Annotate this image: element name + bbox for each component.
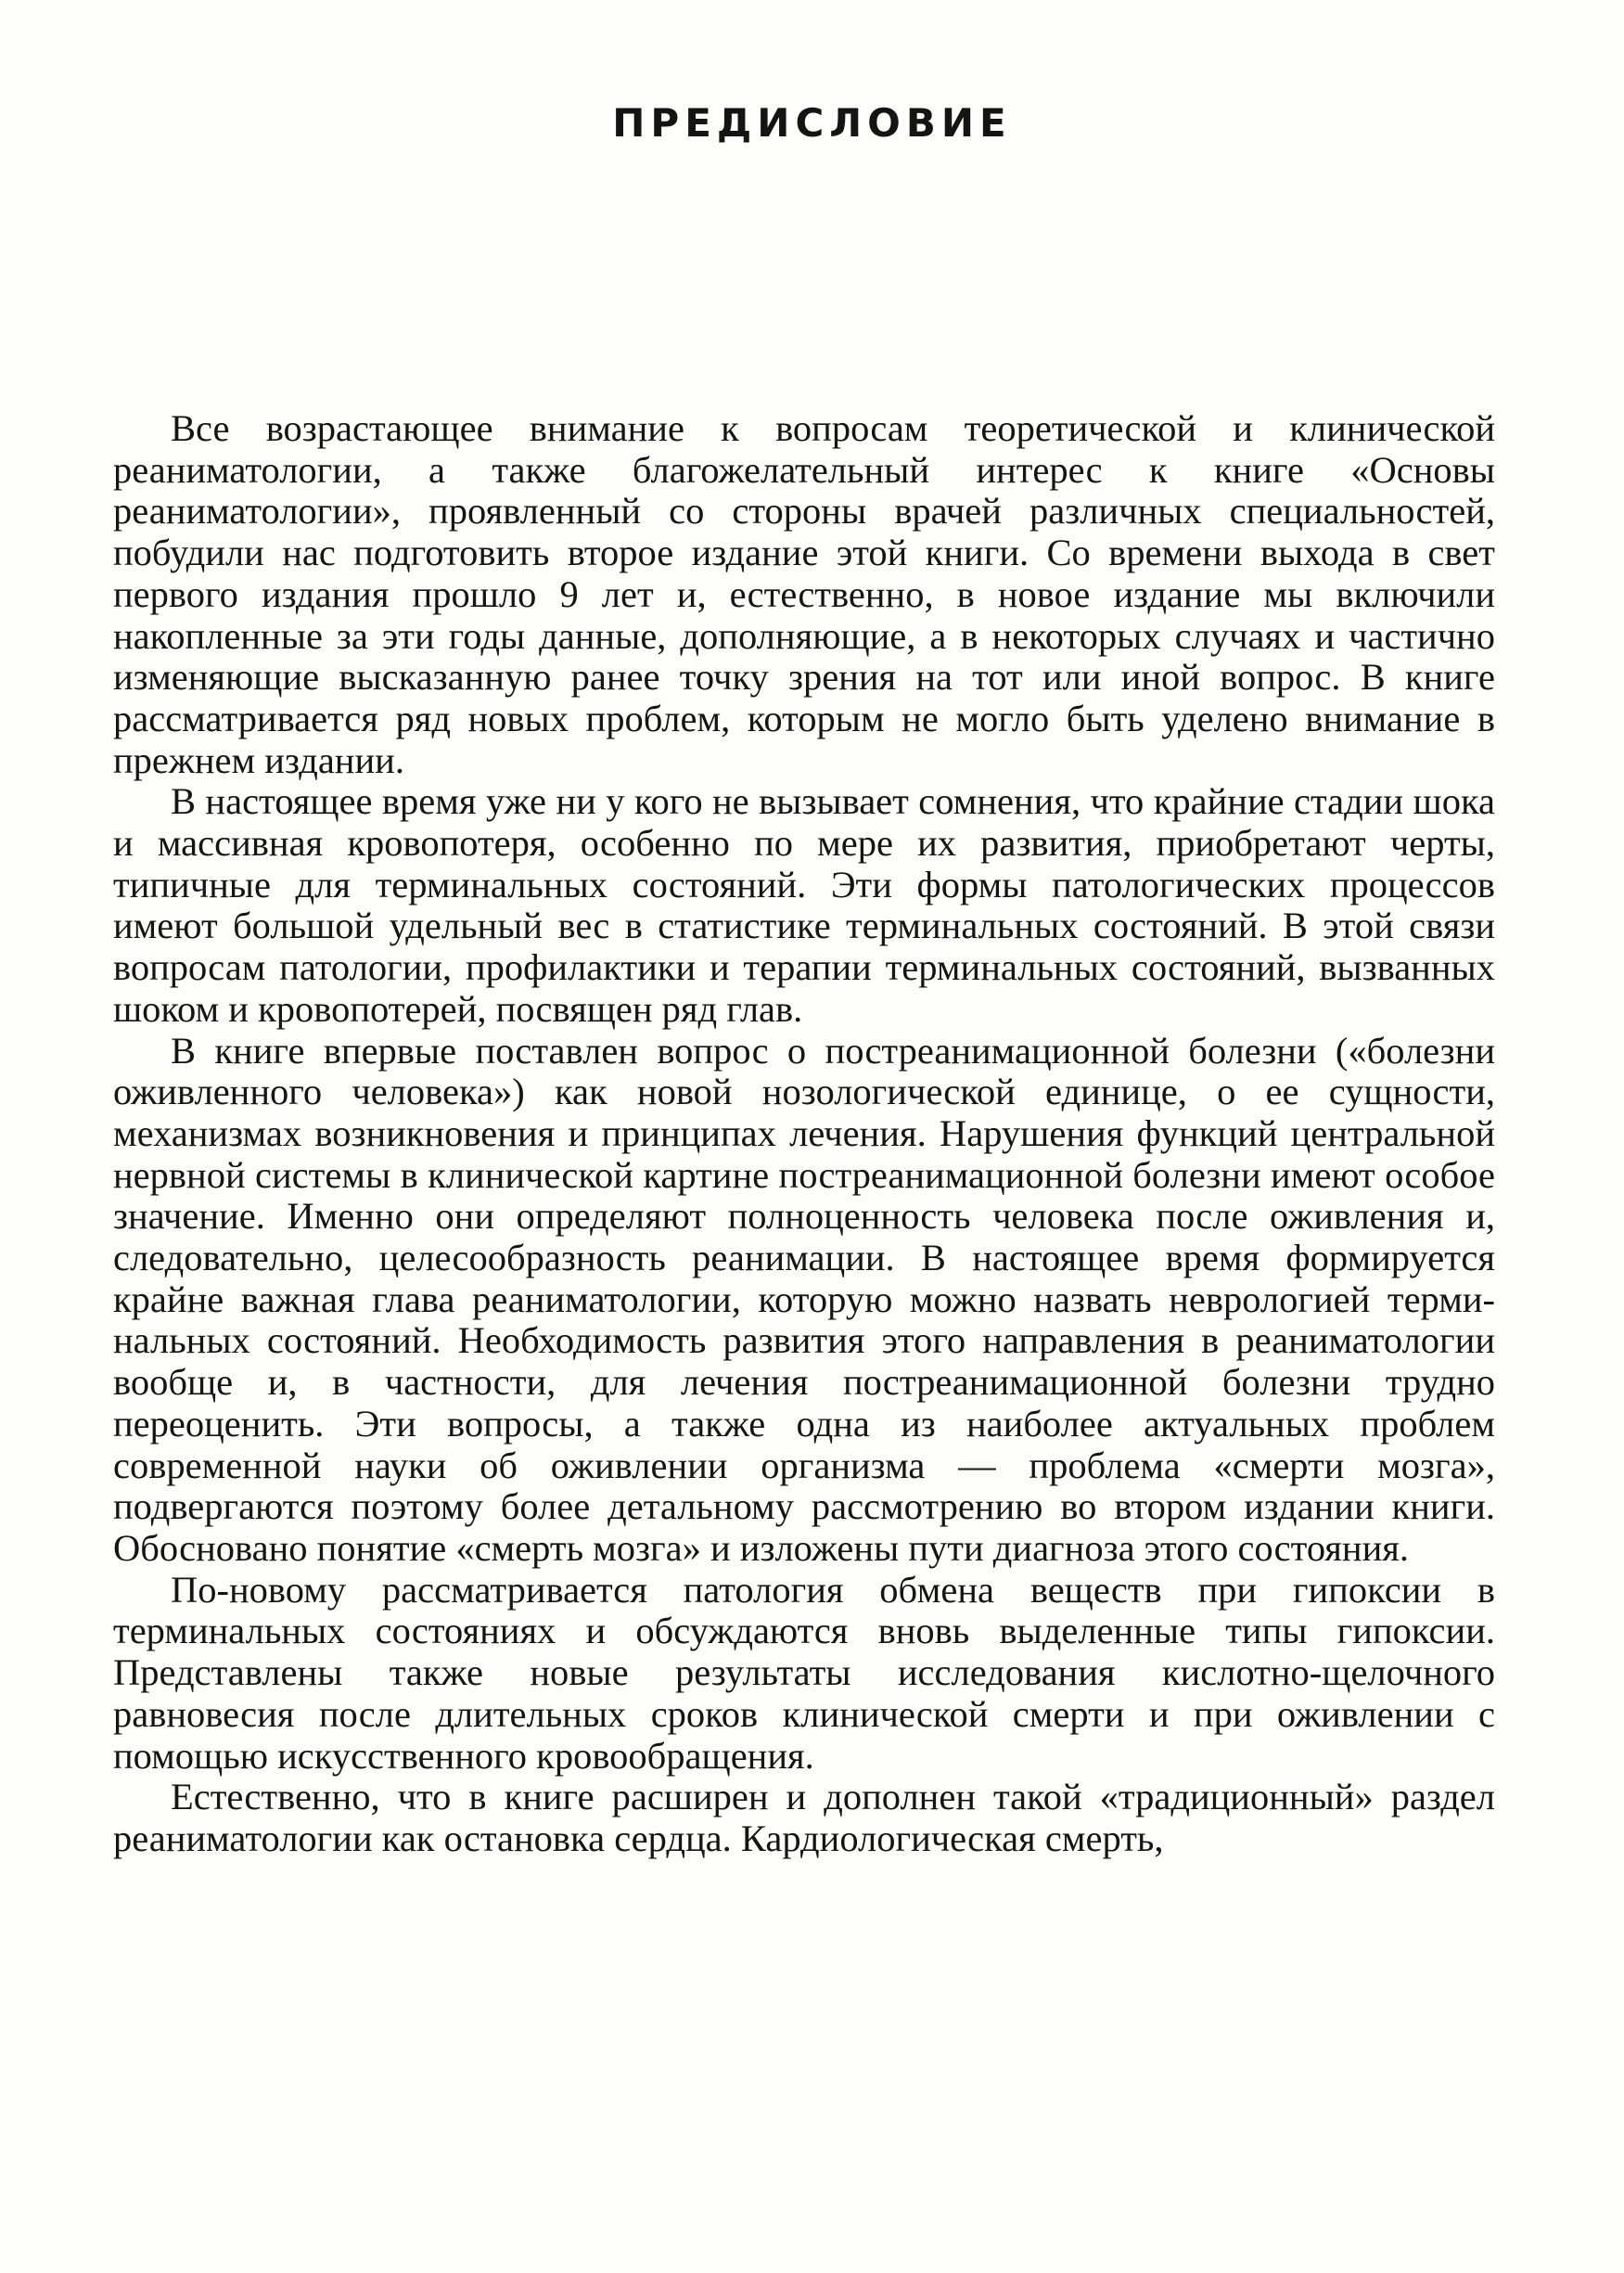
paragraph: В настоящее время уже ни у кого не вызывает сомнения, что крайние стадии шока и массивная кровопотеря, особенно по мере их развития, приобретают черты, типичные для терминальных состояний. Эти формы патологических процессов имеют большой удельный вес в статистике терминальных состояний. В этой связи вопросам патологии, профилактики и терапии терминальных состояний, вызванных шоком и кровопотерей, посвящен ряд глав. (113, 780, 1495, 1030)
paragraph: Естественно, что в книге расширен и дополнен такой «традиционный» раздел реаниматологии как остановка сердца. Кардиологическая смерть, (113, 1776, 1495, 1859)
paragraph: В книге впервые поставлен вопрос о постреанимационной болезни («болезни оживленного человека») как новой нозологической единице, о ее сущности, механизмах возникновения и принципах лечения. Нарушения функций центральной нервной системы в клинической картине постреанимационной болезни имеют особое значение. Именно они определяют полноценность человека после оживления и, следовательно, целесообразность реанимации. В настоящее время формируется крайне важная глава реаниматологии, которую можно назвать неврологией терминальных состояний. Необходимость развития этого направления в реаниматологии вообще и, в частности, для лечения постреанимационной болезни трудно переоценить. Эти вопросы, а также одна из наиболее актуальных проблем современной науки об оживлении организма — проблема «смерти мозга», подвергаются поэтому более детальному рассмотрению во втором издании книги. Обосновано понятие «смерть мозга» и изложены пути диагноза этого состояния. (113, 1029, 1495, 1569)
paragraph: Все возрастающее внимание к вопросам теоретической и клинической реаниматологии, а также благожелательный интерес к книге «Основы реаниматологии», проявленный со стороны врачей различных специальностей, побудили нас подготовить второе издание этой книги. Со времени выхода в свет первого издания прошло 9 лет и, естественно, в новое издание мы включили накопленные за эти годы данные, дополняющие, а в некоторых случаях и частично изменяющие высказанную ранее точку зрения на тот или иной вопрос. В книге рассматривается ряд новых проблем, которым не могло быть уделено внимание в прежнем издании. (113, 407, 1495, 781)
page-title: ПРЕДИСЛОВИЕ (612, 100, 1012, 146)
preface-text (113, 408, 1495, 1860)
paragraph: По-новому рассматривается патология обмена веществ при гипоксии в терминальных состояниях и обсуждаются вновь выделенные типы гипоксии. Представлены также новые результаты исследования кислотно-щелочного равновесия после длительных сроков клинической смерти и при оживлении с помощью искусственного кровообращения. (113, 1568, 1495, 1777)
